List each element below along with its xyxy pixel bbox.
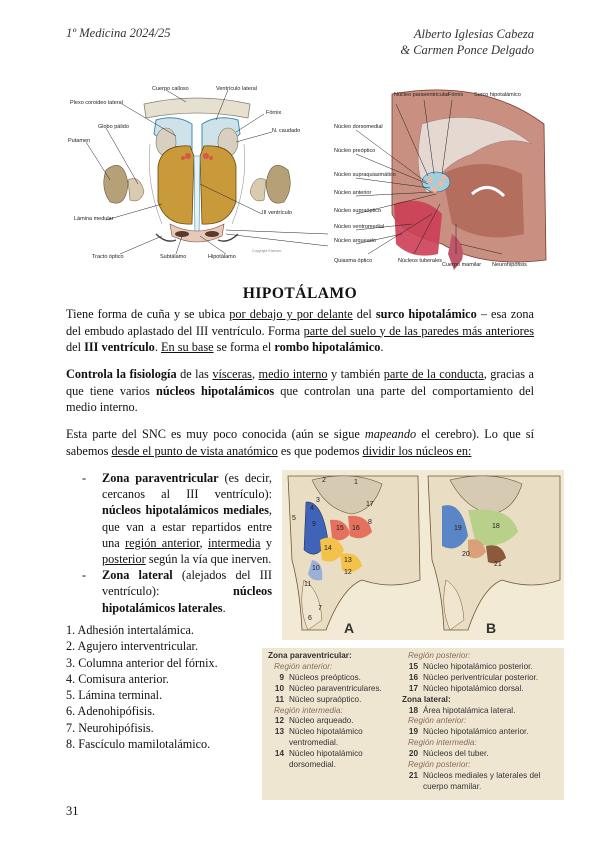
label-lamina-medular: Lámina medular	[74, 216, 114, 222]
legend-number: 14	[274, 749, 284, 759]
paragraph-snc: Esta parte del SNC es muy poco conocida (aún se sigue mapeando el cerebro). Lo que sí sabemos desde el punto de vista anatómico es que podemos dividir los núcleos en:	[66, 427, 534, 458]
svg-text:5: 5	[292, 515, 296, 522]
label-n-caudado: N. caudado	[272, 128, 301, 134]
zone-lateral: - Zona lateral (alejados del III ventrículo): núcleos hipotalámicos laterales.	[82, 568, 272, 615]
legend-number: 18	[408, 705, 418, 715]
rlabel-dorsomedial: Núcleo dorsomedial	[334, 124, 383, 130]
legend-text: Núcleos mediales y laterales del	[423, 770, 541, 780]
legend-text: Región posterior:	[408, 651, 471, 660]
structures-list	[66, 622, 218, 752]
svg-text:18: 18	[492, 523, 500, 530]
sagittal-section-figure	[332, 84, 550, 274]
header-author-2: & Carmen Ponce Delgado	[400, 43, 534, 57]
list-item: 6. Adenohipófisis.	[66, 704, 156, 719]
svg-text:1: 1	[354, 479, 358, 486]
header-course: 1º Medicina 2024/25	[66, 26, 171, 40]
legend-row	[268, 706, 382, 717]
coronal-section-figure	[66, 84, 328, 266]
label-fornix: Fórnix	[266, 110, 282, 116]
legend-number: 13	[274, 727, 284, 737]
legend-text: Núcleo hipotalámico posterior.	[423, 661, 533, 671]
legend-row	[402, 706, 540, 717]
legend-row	[268, 760, 382, 771]
svg-text:16: 16	[352, 525, 360, 532]
svg-text:6: 6	[308, 615, 312, 622]
rlabel-neurohipofisis: Neurohipófisis	[492, 262, 527, 268]
svg-text:9: 9	[312, 521, 316, 528]
svg-text:13: 13	[344, 557, 352, 564]
legend-number: 12	[274, 716, 284, 726]
list-item: 4. Comisura anterior.	[66, 671, 169, 686]
label-globo-palido: Globo pálido	[98, 124, 129, 130]
legend-text: Región intermedia:	[408, 738, 477, 748]
rlabel-fornix: Fórnix	[448, 92, 464, 98]
svg-text:17: 17	[366, 501, 374, 508]
legend-number: 17	[408, 683, 418, 693]
svg-text:7: 7	[318, 605, 322, 612]
legend-text: dorsomedial.	[289, 760, 336, 770]
legend-row	[268, 749, 382, 760]
svg-text:3: 3	[316, 497, 320, 504]
list-item: 5. Lámina terminal.	[66, 688, 163, 703]
legend-number: 9	[279, 672, 284, 682]
legend-row	[268, 673, 382, 684]
paragraph-forma: Tiene forma de cuña y se ubica por debajo y por delante del surco hipotalámico – esa zona del embudo aplastado del III ventrículo. Forma parte del suelo y de las paredes más anteriores del III ventrículo. En su base se forma el rombo hipotalámico.	[66, 307, 535, 354]
legend-text: Núcleos preópticos.	[289, 672, 361, 682]
svg-text:8: 8	[368, 519, 372, 526]
legend-text: Área hipotalámica lateral.	[423, 705, 516, 715]
svg-text:11: 11	[304, 581, 312, 588]
zones-list	[82, 470, 272, 616]
svg-text:14: 14	[324, 545, 332, 552]
rlabel-supraquiasmatico: Núcleo supraquiasmático	[334, 172, 396, 178]
header-author-1: Alberto Iglesias Cabeza	[413, 27, 534, 41]
list-item: 8. Fascículo mamilotalámico.	[66, 737, 211, 752]
legend-text: ventromedial.	[289, 738, 339, 748]
legend-text: Zona lateral:	[402, 694, 451, 704]
legend-row	[402, 684, 540, 695]
svg-text:2: 2	[322, 477, 326, 484]
legend-row	[402, 782, 540, 793]
legend-number: 15	[408, 661, 418, 671]
paragraph-fisiologia: Controla la fisiología de las vísceras, medio interno y también parte de la conducta, gracias a que tiene varios núcleos hipotalámicos que controlan una parte del comportamiento del medio interno.	[66, 367, 535, 414]
header-authors	[400, 26, 534, 58]
nuclei-figure-ab	[282, 470, 564, 640]
legend-text: Región intermedia:	[274, 705, 343, 715]
legend-text: Núcleo hipotalámico dorsal.	[423, 683, 524, 693]
legend-text: Núcleo paraventriculares.	[289, 683, 382, 693]
svg-text:20: 20	[462, 551, 470, 558]
legend-text: Núcleo hipotalámico	[289, 727, 363, 737]
legend-text: Región posterior:	[408, 760, 471, 770]
label-plexo: Plexo coroideo lateral	[70, 100, 123, 106]
legend-number: 21	[408, 770, 418, 780]
list-item: 1. Adhesión intertalámica.	[66, 623, 194, 637]
legend-text: Núcleo hipotalámico	[289, 749, 363, 759]
svg-text:21: 21	[494, 561, 502, 568]
legend-row	[268, 651, 382, 662]
panel-b-label: B	[486, 620, 497, 636]
legend-row	[402, 760, 540, 771]
legend-row	[402, 695, 540, 706]
legend-text: Núcleo supraóptico.	[289, 694, 362, 704]
legend-column-1	[268, 651, 382, 771]
legend-row	[402, 716, 540, 727]
legend-row	[268, 716, 382, 727]
legend-row	[402, 673, 540, 684]
svg-text:Copyright Elsevier: Copyright Elsevier	[252, 249, 282, 253]
list-item: 3. Columna anterior del fórnix.	[66, 655, 218, 670]
legend-text: Núcleo hipotalámico anterior.	[423, 727, 529, 737]
legend-text: Núcleo periventricular posterior.	[423, 672, 539, 682]
rlabel-preoptico: Núcleo preóptico	[334, 148, 376, 154]
label-cuerpo-calloso: Cuerpo calloso	[152, 86, 189, 92]
legend-row	[402, 749, 540, 760]
legend-row	[402, 771, 540, 782]
legend-number: 10	[274, 683, 284, 693]
legend-row	[268, 727, 382, 738]
nuclei-legend	[262, 648, 564, 800]
legend-number: 20	[408, 749, 418, 759]
list-item: 2. Agujero interventricular.	[66, 639, 198, 654]
svg-text:4: 4	[310, 505, 314, 512]
panel-a-label: A	[344, 620, 355, 636]
legend-row	[402, 727, 540, 738]
legend-text: Zona paraventricular:	[268, 651, 352, 660]
label-iii-ventriculo: III ventrículo	[262, 210, 292, 216]
rlabel-paraventricular: Núcleo paraventricular	[394, 92, 450, 98]
legend-text: cuerpo mamilar.	[423, 781, 482, 791]
list-item: 7. Neurohipófisis.	[66, 720, 154, 735]
zone-paraventricular: - Zona paraventricular (es decir, cercanos al III ventrículo): núcleos hipotalámicos mediales, que van a estar repartidos entre una región anterior, intermedia y posterior según la vía que inerven.	[82, 471, 272, 567]
legend-row	[268, 738, 382, 749]
legend-text: Núcleo arqueado.	[289, 716, 354, 726]
legend-number: 16	[408, 672, 418, 682]
legend-row	[268, 662, 382, 673]
label-putamen: Putamen	[68, 138, 91, 144]
rlabel-quiasma: Quiasma óptico	[334, 258, 373, 264]
legend-number: 19	[408, 727, 418, 737]
rlabel-arqueado: Núcleo arqueado	[334, 238, 376, 244]
legend-text: Núcleos del tuber.	[423, 749, 489, 759]
legend-row	[268, 695, 382, 706]
legend-row	[402, 651, 540, 662]
rlabel-surco: Surco hipotalámico	[474, 92, 521, 98]
label-tracto-optico: Tracto óptico	[92, 254, 124, 260]
page-number: 31	[66, 804, 79, 818]
rlabel-ventromedial: Núcleo ventromedial	[334, 224, 385, 230]
section-title: HIPOTÁLAMO	[242, 285, 358, 302]
legend-text: Región anterior:	[274, 661, 333, 671]
legend-row	[402, 662, 540, 673]
svg-text:15: 15	[336, 525, 344, 532]
legend-text: Región anterior:	[408, 716, 467, 726]
legend-number: 11	[275, 694, 284, 704]
svg-text:19: 19	[454, 525, 462, 532]
rlabel-tuber: Núcleos tuberales	[398, 258, 443, 264]
svg-text:10: 10	[312, 565, 320, 572]
rlabel-anterior: Núcleo anterior	[334, 190, 372, 196]
rlabel-mamilar: Cuerpo mamilar	[442, 262, 482, 268]
svg-text:12: 12	[344, 569, 352, 576]
legend-row	[268, 684, 382, 695]
label-hipotalamo: Hipotálamo	[208, 254, 236, 260]
legend-row	[402, 738, 540, 749]
legend-column-2	[402, 651, 540, 793]
label-ventriculo-lateral: Ventrículo lateral	[216, 86, 257, 92]
label-subtalamo: Subtálamo	[160, 254, 187, 260]
rlabel-supraoptico: Núcleo supraóptico	[334, 208, 382, 214]
